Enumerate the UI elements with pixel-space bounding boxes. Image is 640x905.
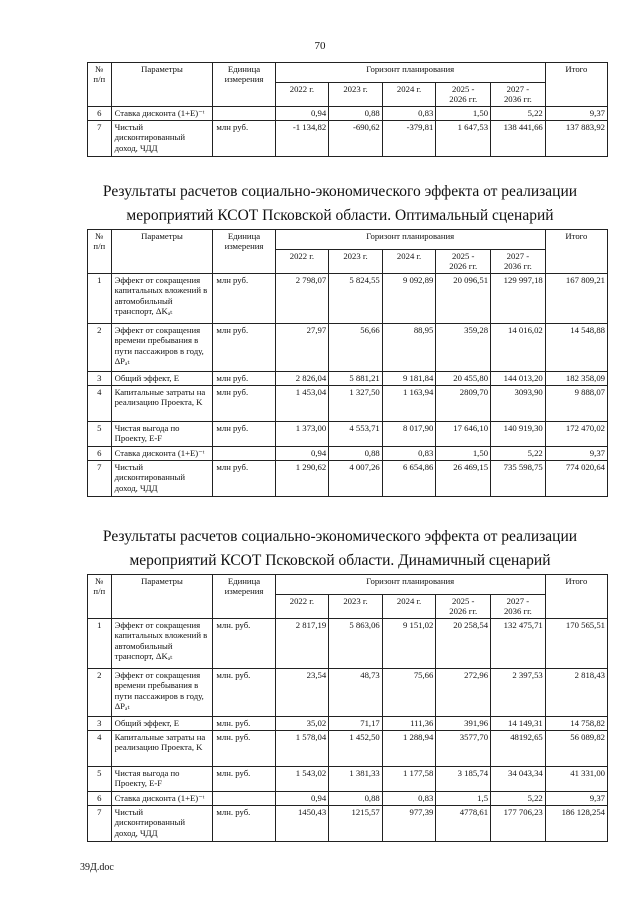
- header-year: 2023 г.: [329, 595, 383, 619]
- row-param-name: Чистый дисконтированный доход, ЧДД: [111, 460, 213, 496]
- row-year-value: 1,50: [436, 446, 491, 460]
- row-unit: млн. руб.: [213, 668, 275, 716]
- header-year: 2025 - 2026 гг.: [436, 595, 491, 619]
- row-unit: млн руб.: [213, 273, 275, 323]
- header-unit: Единица измерения: [213, 230, 275, 274]
- row-total-value: 167 809,21: [545, 273, 607, 323]
- row-year-value: 9 181,84: [382, 371, 436, 385]
- header-year: 2024 г.: [382, 83, 436, 107]
- row-year-value: 26 469,15: [436, 460, 491, 496]
- header-params: Параметры: [111, 230, 213, 274]
- row-total-value: 774 020,64: [545, 460, 607, 496]
- header-year: 2022 г.: [275, 595, 329, 619]
- row-year-value: 4 007,26: [329, 460, 383, 496]
- row-year-value: 359,28: [436, 323, 491, 371]
- header-params: Параметры: [111, 575, 213, 619]
- row-year-value: 0,94: [275, 791, 329, 805]
- row-year-value: 129 997,18: [491, 273, 546, 323]
- row-unit: млн руб.: [213, 421, 275, 446]
- row-total-value: 56 089,82: [545, 730, 607, 766]
- table-row: [88, 273, 608, 323]
- table-row: [88, 371, 608, 385]
- header-unit: Единица измерения: [213, 63, 275, 107]
- table-row: [88, 716, 608, 730]
- header-year: 2024 г.: [382, 250, 436, 274]
- footer-filename: 39Д.doc: [80, 862, 114, 873]
- row-year-value: 177 706,23: [491, 805, 546, 841]
- row-param-name: Общий эффект, E: [111, 716, 213, 730]
- header-unit: Единица измерения: [213, 575, 275, 619]
- row-year-value: 27,97: [275, 323, 329, 371]
- row-number: 4: [88, 385, 112, 421]
- row-param-name: Капитальные затраты на реализацию Проекта, K: [111, 385, 213, 421]
- row-unit: млн руб.: [213, 371, 275, 385]
- row-year-value: 4778,61: [436, 805, 491, 841]
- row-param-name: Чистая выгода по Проекту, E-F: [111, 766, 213, 791]
- row-year-value: 48192,65: [491, 730, 546, 766]
- row-year-value: 48,73: [329, 668, 383, 716]
- header-year: 2022 г.: [275, 250, 329, 274]
- row-year-value: 1 578,04: [275, 730, 329, 766]
- row-year-value: 9 092,89: [382, 273, 436, 323]
- row-year-value: 14 016,02: [491, 323, 546, 371]
- row-year-value: 2 817,19: [275, 618, 329, 668]
- row-param-name: Чистая выгода по Проекту, E-F: [111, 421, 213, 446]
- row-year-value: 4 553,71: [329, 421, 383, 446]
- header-year: 2025 - 2026 гг.: [436, 250, 491, 274]
- row-year-value: 71,17: [329, 716, 383, 730]
- row-year-value: 6 654,86: [382, 460, 436, 496]
- table-row: [88, 421, 608, 446]
- row-year-value: 17 646,10: [436, 421, 491, 446]
- row-year-value: 75,66: [382, 668, 436, 716]
- row-year-value: -1 134,82: [275, 120, 329, 156]
- row-unit: [213, 446, 275, 460]
- row-year-value: 138 441,66: [491, 120, 546, 156]
- row-param-name: Чистый дисконтированный доход, ЧДД: [111, 120, 213, 156]
- header-year: 2027 - 2036 гг.: [491, 250, 546, 274]
- section-title-dynamic: Результаты расчетов социально-экономического эффекта от реализации мероприятий КСОТ Псковской области. Динамичный сценарий: [102, 528, 578, 569]
- header-horizon: Горизонт планирования: [275, 230, 545, 250]
- row-unit: млн. руб.: [213, 766, 275, 791]
- row-total-value: 14 758,82: [545, 716, 607, 730]
- row-year-value: 1 163,94: [382, 385, 436, 421]
- row-year-value: 3577,70: [436, 730, 491, 766]
- row-year-value: 2 397,53: [491, 668, 546, 716]
- row-param-name: Чистый дисконтированный доход, ЧДД: [111, 805, 213, 841]
- row-unit: млн. руб.: [213, 805, 275, 841]
- row-year-value: 0,88: [329, 106, 383, 120]
- row-param-name: Эффект от сокращения капитальных вложений в автомобильный транспорт, ΔKₐₜ: [111, 618, 213, 668]
- row-year-value: 14 149,31: [491, 716, 546, 730]
- row-number: 5: [88, 766, 112, 791]
- header-total: Итого: [545, 575, 607, 619]
- row-number: 6: [88, 791, 112, 805]
- row-year-value: 391,96: [436, 716, 491, 730]
- row-year-value: 1 381,33: [329, 766, 383, 791]
- row-number: 3: [88, 371, 112, 385]
- row-total-value: 9,37: [545, 106, 607, 120]
- row-number: 1: [88, 618, 112, 668]
- table-row: [88, 120, 608, 156]
- row-unit: млн руб.: [213, 323, 275, 371]
- row-year-value: 3093,90: [491, 385, 546, 421]
- header-year: 2023 г.: [329, 250, 383, 274]
- header-year: 2023 г.: [329, 83, 383, 107]
- row-year-value: 1,50: [436, 106, 491, 120]
- header-year: 2022 г.: [275, 83, 329, 107]
- row-total-value: 186 128,254: [545, 805, 607, 841]
- row-year-value: 0,83: [382, 791, 436, 805]
- row-year-value: 20 258,54: [436, 618, 491, 668]
- row-unit: млн руб.: [213, 460, 275, 496]
- row-year-value: 1 452,50: [329, 730, 383, 766]
- row-unit: млн. руб.: [213, 716, 275, 730]
- row-year-value: 735 598,75: [491, 460, 546, 496]
- row-number: 7: [88, 805, 112, 841]
- table-section-dynamic: [87, 574, 608, 842]
- row-year-value: 5,22: [491, 791, 546, 805]
- row-year-value: 20 455,80: [436, 371, 491, 385]
- row-year-value: 5 863,06: [329, 618, 383, 668]
- row-year-value: 1 647,53: [436, 120, 491, 156]
- table-row: [88, 446, 608, 460]
- row-year-value: 2 798,07: [275, 273, 329, 323]
- row-total-value: 170 565,51: [545, 618, 607, 668]
- row-param-name: Ставка дисконта (1+E)⁻ᵗ: [111, 106, 213, 120]
- header-total: Итого: [545, 230, 607, 274]
- table-row: [88, 385, 608, 421]
- row-number: 2: [88, 323, 112, 371]
- row-number: 7: [88, 460, 112, 496]
- row-year-value: 5 881,21: [329, 371, 383, 385]
- row-year-value: 3 185,74: [436, 766, 491, 791]
- row-year-value: 5,22: [491, 106, 546, 120]
- row-year-value: 1 290,62: [275, 460, 329, 496]
- row-year-value: 2809,70: [436, 385, 491, 421]
- header-total: Итого: [545, 63, 607, 107]
- row-number: 3: [88, 716, 112, 730]
- row-year-value: 1 288,94: [382, 730, 436, 766]
- row-unit: млн. руб.: [213, 730, 275, 766]
- row-number: 4: [88, 730, 112, 766]
- header-year: 2024 г.: [382, 595, 436, 619]
- row-number: 1: [88, 273, 112, 323]
- row-param-name: Ставка дисконта (1+E)⁻ᵗ: [111, 446, 213, 460]
- row-year-value: 1 453,04: [275, 385, 329, 421]
- row-total-value: 9 888,07: [545, 385, 607, 421]
- row-year-value: 1,5: [436, 791, 491, 805]
- row-param-name: Капитальные затраты на реализацию Проекта, K: [111, 730, 213, 766]
- table-section-optimal: [87, 229, 608, 497]
- row-year-value: 111,36: [382, 716, 436, 730]
- table-row: [88, 106, 608, 120]
- row-year-value: 144 013,20: [491, 371, 546, 385]
- row-unit: млн руб.: [213, 385, 275, 421]
- row-total-value: 14 548,88: [545, 323, 607, 371]
- row-param-name: Общий эффект, E: [111, 371, 213, 385]
- table-row: [88, 730, 608, 766]
- table-row: [88, 805, 608, 841]
- row-total-value: 2 818,43: [545, 668, 607, 716]
- row-year-value: 9 151,02: [382, 618, 436, 668]
- row-year-value: -379,81: [382, 120, 436, 156]
- table-section-0: [87, 62, 608, 157]
- row-year-value: 1 373,00: [275, 421, 329, 446]
- row-number: 5: [88, 421, 112, 446]
- row-year-value: 0,83: [382, 106, 436, 120]
- row-total-value: 9,37: [545, 446, 607, 460]
- header-year: 2027 - 2036 гг.: [491, 595, 546, 619]
- row-unit: [213, 106, 275, 120]
- row-number: 6: [88, 446, 112, 460]
- row-year-value: 1 543,02: [275, 766, 329, 791]
- row-year-value: 1 327,50: [329, 385, 383, 421]
- header-no: № п/п: [88, 575, 112, 619]
- row-unit: [213, 791, 275, 805]
- row-year-value: 35,02: [275, 716, 329, 730]
- row-total-value: 41 331,00: [545, 766, 607, 791]
- row-year-value: 977,39: [382, 805, 436, 841]
- row-year-value: 1 177,58: [382, 766, 436, 791]
- header-horizon: Горизонт планирования: [275, 575, 545, 595]
- header-horizon: Горизонт планирования: [275, 63, 545, 83]
- row-year-value: 0,94: [275, 106, 329, 120]
- row-year-value: 272,96: [436, 668, 491, 716]
- row-total-value: 172 470,02: [545, 421, 607, 446]
- row-unit: млн руб.: [213, 120, 275, 156]
- row-year-value: 132 475,71: [491, 618, 546, 668]
- row-year-value: 140 919,30: [491, 421, 546, 446]
- table-row: [88, 766, 608, 791]
- row-year-value: 0,94: [275, 446, 329, 460]
- row-year-value: 2 826,04: [275, 371, 329, 385]
- row-year-value: 20 096,51: [436, 273, 491, 323]
- row-year-value: 1215,57: [329, 805, 383, 841]
- table-row: [88, 323, 608, 371]
- row-unit: млн. руб.: [213, 618, 275, 668]
- row-total-value: 137 883,92: [545, 120, 607, 156]
- row-number: 7: [88, 120, 112, 156]
- row-year-value: 5 824,55: [329, 273, 383, 323]
- row-total-value: 182 358,09: [545, 371, 607, 385]
- table-row: [88, 618, 608, 668]
- header-year: 2025 - 2026 гг.: [436, 83, 491, 107]
- header-params: Параметры: [111, 63, 213, 107]
- row-year-value: 0,88: [329, 446, 383, 460]
- row-year-value: 88,95: [382, 323, 436, 371]
- row-param-name: Эффект от сокращения времени пребывания в пути пассажиров в году, ΔPₐₜ: [111, 668, 213, 716]
- header-year: 2027 - 2036 гг.: [491, 83, 546, 107]
- row-total-value: 9,37: [545, 791, 607, 805]
- header-no: № п/п: [88, 230, 112, 274]
- page-number: 70: [314, 40, 326, 52]
- header-no: № п/п: [88, 63, 112, 107]
- row-year-value: 23,54: [275, 668, 329, 716]
- row-year-value: 5,22: [491, 446, 546, 460]
- table-row: [88, 791, 608, 805]
- row-year-value: 1450,43: [275, 805, 329, 841]
- table-row: [88, 460, 608, 496]
- section-title-optimal: Результаты расчетов социально-экономического эффекта от реализации мероприятий КСОТ Псковской области. Оптимальный сценарий: [102, 183, 578, 224]
- row-year-value: 0,83: [382, 446, 436, 460]
- row-number: 2: [88, 668, 112, 716]
- row-year-value: 34 043,34: [491, 766, 546, 791]
- row-param-name: Ставка дисконта (1+E)⁻ᵗ: [111, 791, 213, 805]
- row-param-name: Эффект от сокращения капитальных вложений в автомобильный транспорт, ΔKₐₜ: [111, 273, 213, 323]
- row-year-value: 8 017,90: [382, 421, 436, 446]
- row-year-value: 0,88: [329, 791, 383, 805]
- row-number: 6: [88, 106, 112, 120]
- table-row: [88, 668, 608, 716]
- row-param-name: Эффект от сокращения времени пребывания в пути пассажиров в году, ΔPₐₜ: [111, 323, 213, 371]
- row-year-value: 56,66: [329, 323, 383, 371]
- row-year-value: -690,62: [329, 120, 383, 156]
